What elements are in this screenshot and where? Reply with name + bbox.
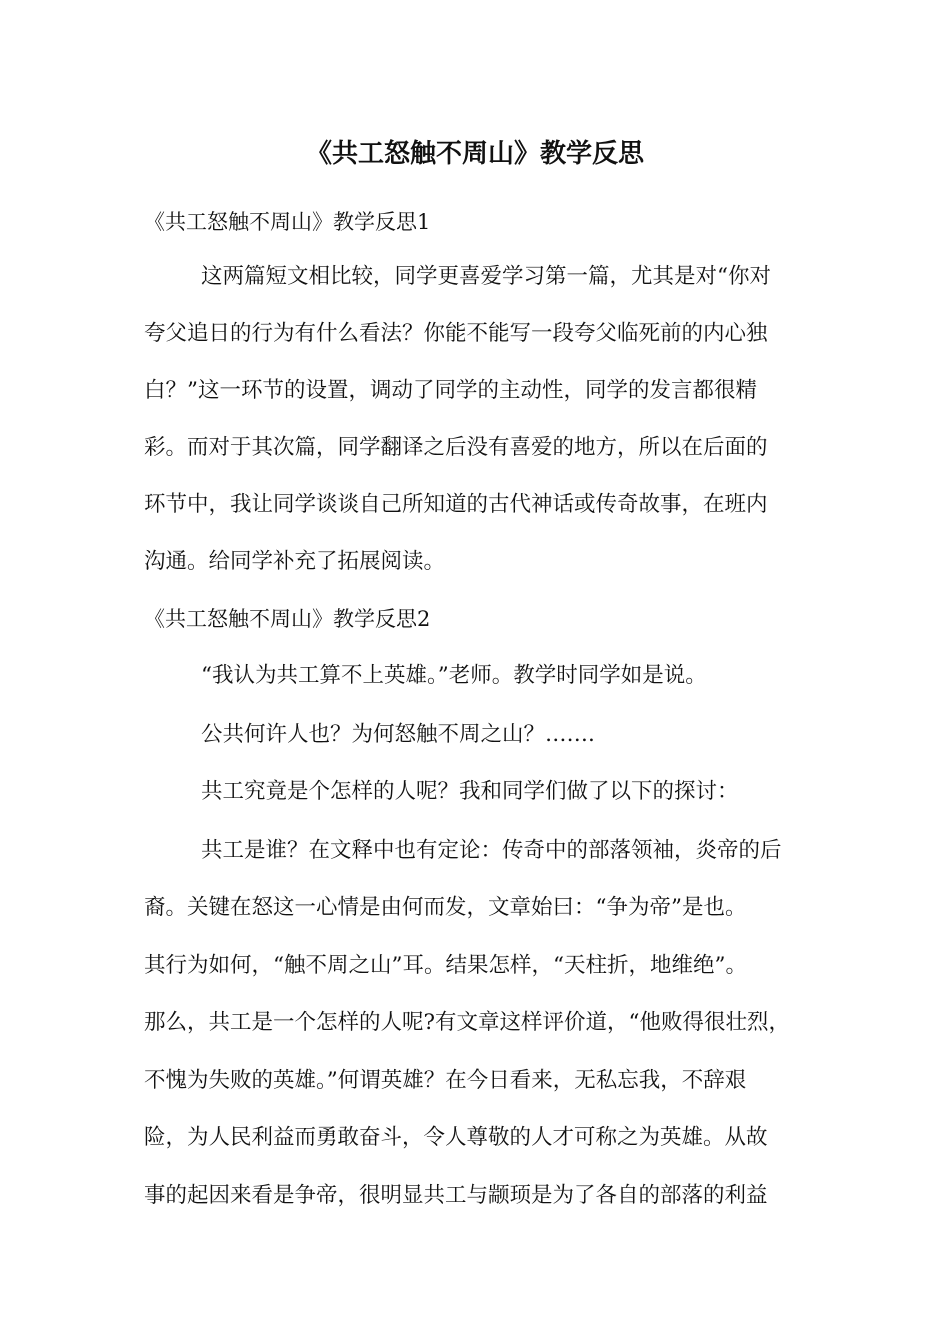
paragraph-line: 白？”这一环节的设置，调动了同学的主动性，同学的发言都很精: [144, 378, 757, 403]
paragraph-line: 共工是谁？在文释中也有定论：传奇中的部落领袖，炎帝的后: [201, 838, 782, 863]
paragraph-line: 夸父追日的行为有什么看法？你能不能写一段夸父临死前的内心独: [144, 321, 768, 346]
paragraph-line: 沟通。给同学补充了拓展阅读。: [144, 549, 446, 574]
paragraph-line: “我认为共工算不上英雄。”老师。教学时同学如是说。: [201, 663, 707, 688]
paragraph-line: 那么，共工是一个怎样的人呢?有文章这样评价道，“他败得很壮烈，: [144, 1010, 791, 1035]
paragraph-line: 裔。关键在怒这一心情是由何而发，文章始曰：“争为帝”是也。: [144, 895, 747, 920]
paragraph-line: 险，为人民利益而勇敢奋斗，令人尊敬的人才可称之为英雄。从故: [144, 1125, 768, 1150]
document-title: 《共工怒触不周山》教学反思: [305, 139, 644, 169]
paragraph-line: 不愧为失败的英雄。”何谓英雄？在今日看来，无私忘我，不辞艰: [144, 1068, 747, 1093]
paragraph-line: 其行为如何，“触不周之山”耳。结果怎样，“天柱折，地维绝”。: [144, 953, 747, 978]
paragraph-line: 环节中，我让同学谈谈自己所知道的古代神话或传奇故事，在班内: [144, 492, 768, 517]
paragraph-line: 事的起因来看是争帝，很明显共工与颛顼是为了各自的部落的利益: [144, 1183, 768, 1208]
paragraph-line: 彩。而对于其次篇，同学翻译之后没有喜爱的地方，所以在后面的: [144, 435, 768, 460]
paragraph-line: 公共何许人也？为何怒触不周之山？…….: [201, 722, 595, 747]
section-heading-1: 《共工怒触不周山》教学反思1: [144, 210, 431, 234]
paragraph-line: 这两篇短文相比较，同学更喜爱学习第一篇，尤其是对“你对: [201, 264, 771, 289]
paragraph-line: 共工究竟是个怎样的人呢？我和同学们做了以下的探讨：: [201, 779, 739, 804]
section-heading-2: 《共工怒触不周山》教学反思2: [144, 607, 431, 631]
